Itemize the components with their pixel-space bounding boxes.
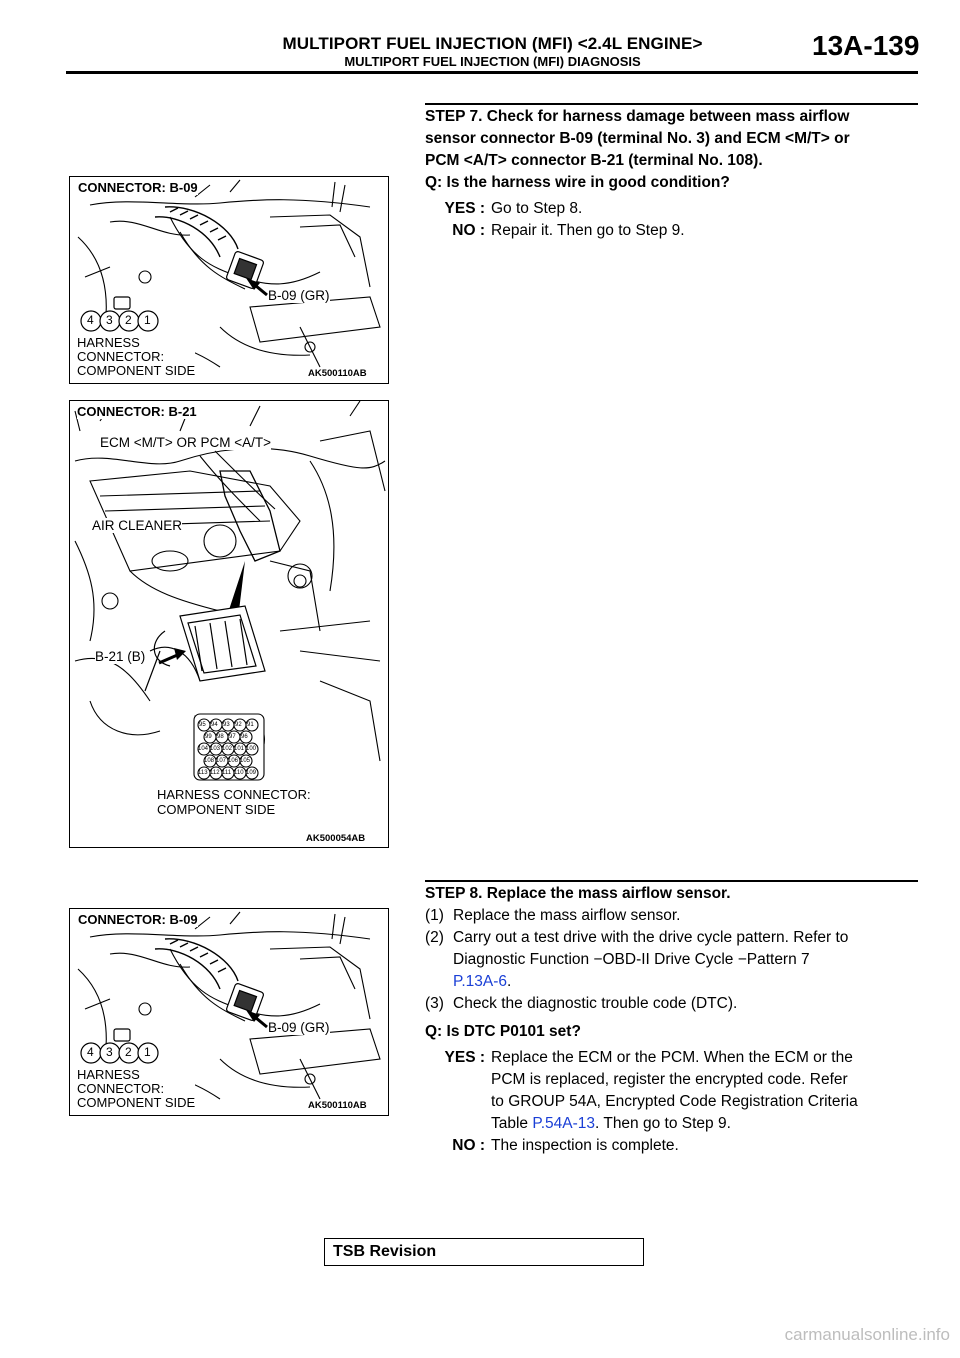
step7-block xyxy=(425,106,925,242)
step8-title: STEP 8. Replace the mass airflow sensor. xyxy=(425,885,731,902)
proc-num: (1) xyxy=(425,907,444,924)
fig3-harness-label: HARNESS CONNECTOR: COMPONENT SIDE xyxy=(77,1067,196,1110)
fig2-figure-id: AK500054AB xyxy=(306,833,366,844)
engine-illustration xyxy=(70,401,388,847)
step8-question: Q: Is DTC P0101 set? xyxy=(425,1023,581,1040)
step7-question: Q: Is the harness wire in good condition? xyxy=(425,174,730,191)
yes-line4-pre: Table xyxy=(491,1115,533,1132)
pin-label: 2 xyxy=(125,313,132,327)
yes-line2: PCM is replaced, register the encrypted code. Refer xyxy=(491,1071,848,1088)
figure-connector-b09-step8 xyxy=(69,908,389,1116)
fig3-figure-id: AK500110AB xyxy=(308,1100,367,1111)
yes-key: YES : xyxy=(444,1049,485,1066)
page-header-subtitle: MULTIPORT FUEL INJECTION (MFI) DIAGNOSIS xyxy=(344,54,641,69)
fig1-connector-label: CONNECTOR: B-09 xyxy=(78,180,198,195)
no-text: Repair it. Then go to Step 9. xyxy=(491,222,685,239)
pin-label: 1 xyxy=(144,1045,151,1059)
no-text: The inspection is complete. xyxy=(491,1137,679,1154)
fig3-pointer-label: B-09 (GR) xyxy=(268,1020,330,1035)
step7-title-line3: PCM <A/T> connector B-21 (terminal No. 108). xyxy=(425,152,763,169)
proc2-end: . xyxy=(507,973,512,990)
yes-key: YES : xyxy=(444,200,485,217)
step8-proc3 xyxy=(425,993,925,1015)
figure-connector-b21 xyxy=(69,400,389,848)
yes-text xyxy=(491,1047,925,1135)
step7-yes xyxy=(425,198,925,220)
page-number: 13A-139 xyxy=(812,30,920,61)
step7-rule xyxy=(425,103,918,105)
fig2-ecm-label: ECM <M/T> OR PCM <A/T> xyxy=(100,435,272,450)
step8-no xyxy=(425,1135,925,1157)
yes-line1: Replace the ECM or the PCM. When the ECM or the xyxy=(491,1049,853,1066)
fig3-connector-label: CONNECTOR: B-09 xyxy=(78,912,198,927)
step7-title-line1: STEP 7. Check for harness damage between mass airflow xyxy=(425,108,850,125)
step7-title-line2: sensor connector B-09 (terminal No. 3) and ECM <M/T> or xyxy=(425,130,850,147)
fig2-air-cleaner-label: AIR CLEANER xyxy=(92,518,183,533)
no-key: NO : xyxy=(452,1137,485,1154)
proc2-line2: Diagnostic Function −OBD-II Drive Cycle −Pattern 7 xyxy=(453,951,810,968)
step8-proc1 xyxy=(425,905,925,927)
header-rule xyxy=(66,71,918,74)
proc2-line1: Carry out a test drive with the drive cycle pattern. Refer to xyxy=(453,929,849,946)
proc-text: Check the diagnostic trouble code (DTC). xyxy=(453,995,738,1012)
proc-num: (2) xyxy=(425,929,444,946)
watermark: carmanualsonline.info xyxy=(784,1325,950,1344)
fig1-figure-id: AK500110AB xyxy=(308,368,367,379)
fig1-pointer-label: B-09 (GR) xyxy=(268,288,330,303)
pin-label: 4 xyxy=(87,1045,94,1059)
pin-label: 1 xyxy=(144,313,151,327)
step8-block xyxy=(425,883,925,1157)
step7-no xyxy=(425,220,925,242)
pin-label: 3 xyxy=(106,313,113,327)
step8-yes xyxy=(425,1047,925,1135)
ref-link-13a-6[interactable]: P.13A-6 xyxy=(453,973,508,990)
pin-label: 3 xyxy=(106,1045,113,1059)
proc-num: (3) xyxy=(425,995,444,1012)
proc-text: Replace the mass airflow sensor. xyxy=(453,907,681,924)
fig2-harness-label: HARNESS CONNECTOR: COMPONENT SIDE xyxy=(157,787,311,817)
fig1-harness-label: HARNESS CONNECTOR: COMPONENT SIDE xyxy=(77,335,196,378)
yes-line3: to GROUP 54A, Encrypted Code Registration Criteria xyxy=(491,1093,858,1110)
ref-link-54a-13[interactable]: P.54A-13 xyxy=(532,1115,596,1132)
step8-rule xyxy=(425,880,918,882)
proc-text xyxy=(453,927,925,993)
fig2-connector-label: CONNECTOR: B-21 xyxy=(77,404,197,419)
tsb-revision-box: TSB Revision xyxy=(324,1238,644,1266)
page-header-title: MULTIPORT FUEL INJECTION (MFI) <2.4L ENGINE> xyxy=(282,34,703,53)
step8-proc2 xyxy=(425,927,925,993)
fig2-pin-numbers: 95 94 93 92 91 99 98 97 96 104 103 102 101 100 108 107 106 105 113 112 111 110 109 xyxy=(198,722,257,776)
fig2-pointer-label: B-21 (B) xyxy=(95,649,146,664)
pin-label: 4 xyxy=(87,313,94,327)
yes-text: Go to Step 8. xyxy=(491,200,583,217)
yes-line4-post: . Then go to Step 9. xyxy=(595,1115,731,1132)
pin-label: 2 xyxy=(125,1045,132,1059)
no-key: NO : xyxy=(452,222,485,239)
figure-connector-b09 xyxy=(69,176,389,384)
